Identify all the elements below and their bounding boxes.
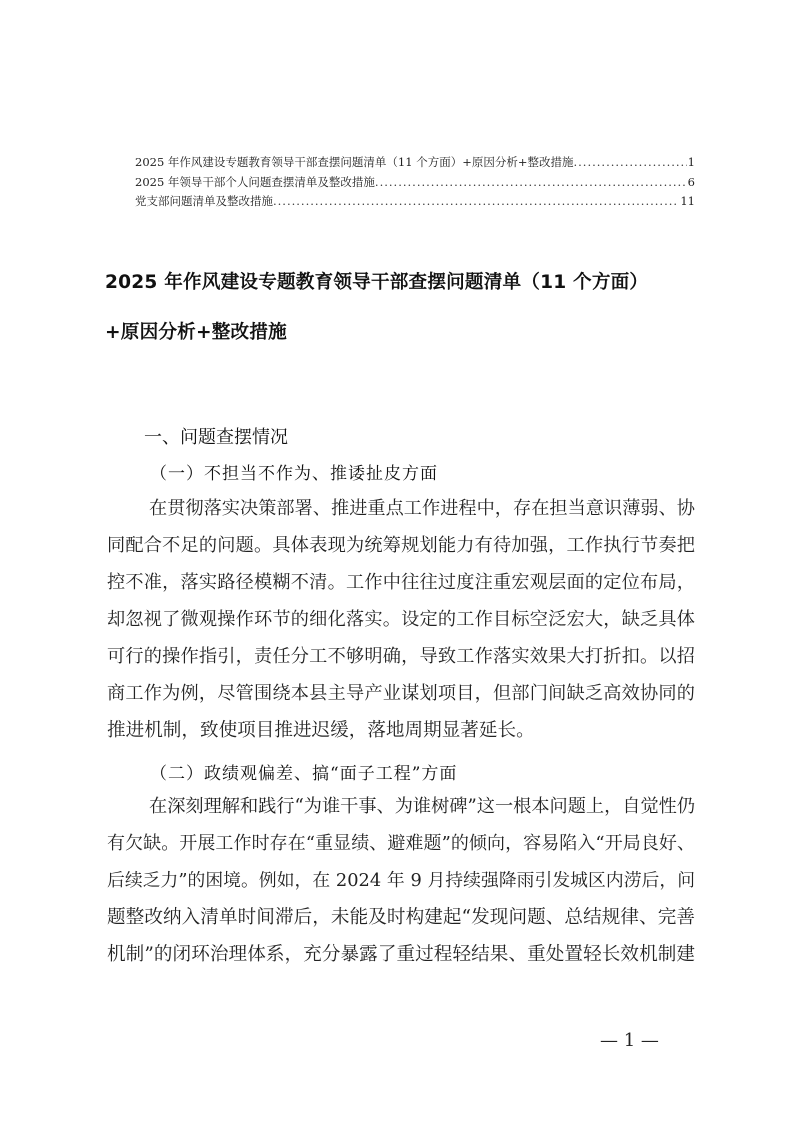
- toc-entry-title: 党支部问题清单及整改措施: [135, 194, 273, 208]
- section-heading: 一、问题查摆情况: [144, 427, 288, 448]
- toc-entry-title: 2025 年作风建设专题教育领导干部查摆问题清单（11 个方面）+原因分析+整改措施: [135, 155, 574, 169]
- toc-entry[interactable]: [135, 153, 695, 173]
- toc-leader-dots: [375, 173, 687, 193]
- toc-leader-dots: [273, 192, 679, 212]
- paragraph-line: 控不准，落实路径模糊不清。工作中往往过度注重宏观层面的定位布局，: [107, 572, 695, 593]
- paragraph-line: 题整改纳入清单时间滞后，未能及时构建起“发现问题、总结规律、完善: [107, 907, 695, 928]
- subsection-heading: （一）不担当不作为、推诿扯皮方面: [150, 464, 438, 484]
- toc-entry-page: 11: [680, 194, 695, 208]
- toc-leader-dots: [573, 153, 686, 173]
- paragraph-line: 可行的操作指引，责任分工不够明确，导致工作落实效果大打折扣。以招: [107, 646, 695, 667]
- body-paragraph: [107, 490, 695, 749]
- paragraph-line: 在贯彻落实决策部署、推进重点工作进程中，存在担当意识薄弱、协: [149, 498, 695, 519]
- subsection-heading: （二）政绩观偏差、搞“面子工程”方面: [150, 764, 458, 784]
- table-of-contents: [135, 153, 695, 212]
- toc-entry-page: 6: [687, 174, 695, 189]
- document-title-line: +原因分析+整改措施: [105, 322, 287, 343]
- toc-entry[interactable]: [135, 192, 695, 212]
- paragraph-line: 推进机制，致使项目推进迟缓，落地周期显著延长。: [107, 720, 535, 741]
- document-title: [105, 258, 705, 358]
- paragraph-line: 却忽视了微观操作环节的细化落实。设定的工作目标空泛宏大，缺乏具体: [107, 609, 695, 630]
- toc-entry-page: 1: [687, 155, 695, 169]
- page-number: — 1 —: [600, 1030, 659, 1051]
- paragraph-line: 机制”的闭环治理体系，充分暴露了重过程轻结果、重处置轻长效机制建: [107, 944, 695, 965]
- paragraph-line: 后续乏力”的困境。例如，在 2024 年 9 月持续强降雨引发城区内涝后，问: [107, 870, 695, 891]
- paragraph-line: 有欠缺。开展工作时存在“重显绩、避难题”的倾向，容易陷入“开局良好、: [107, 833, 695, 854]
- paragraph-line: 在深刻理解和践行“为谁干事、为谁树碑”这一根本问题上，自觉性仍: [149, 796, 696, 817]
- paragraph-line: 同配合不足的问题。具体表现为统筹规划能力有待加强，工作执行节奏把: [107, 535, 695, 556]
- toc-entry-title: 2025 年领导干部个人问题查摆清单及整改措施: [135, 174, 375, 189]
- toc-entry[interactable]: [135, 173, 695, 193]
- paragraph-line: 商工作为例，尽管围绕本县主导产业谋划项目，但部门间缺乏高效协同的: [107, 683, 695, 704]
- document-title-line: 2025 年作风建设专题教育领导干部查摆问题清单（11 个方面）: [105, 272, 649, 293]
- body-paragraph: [107, 788, 695, 973]
